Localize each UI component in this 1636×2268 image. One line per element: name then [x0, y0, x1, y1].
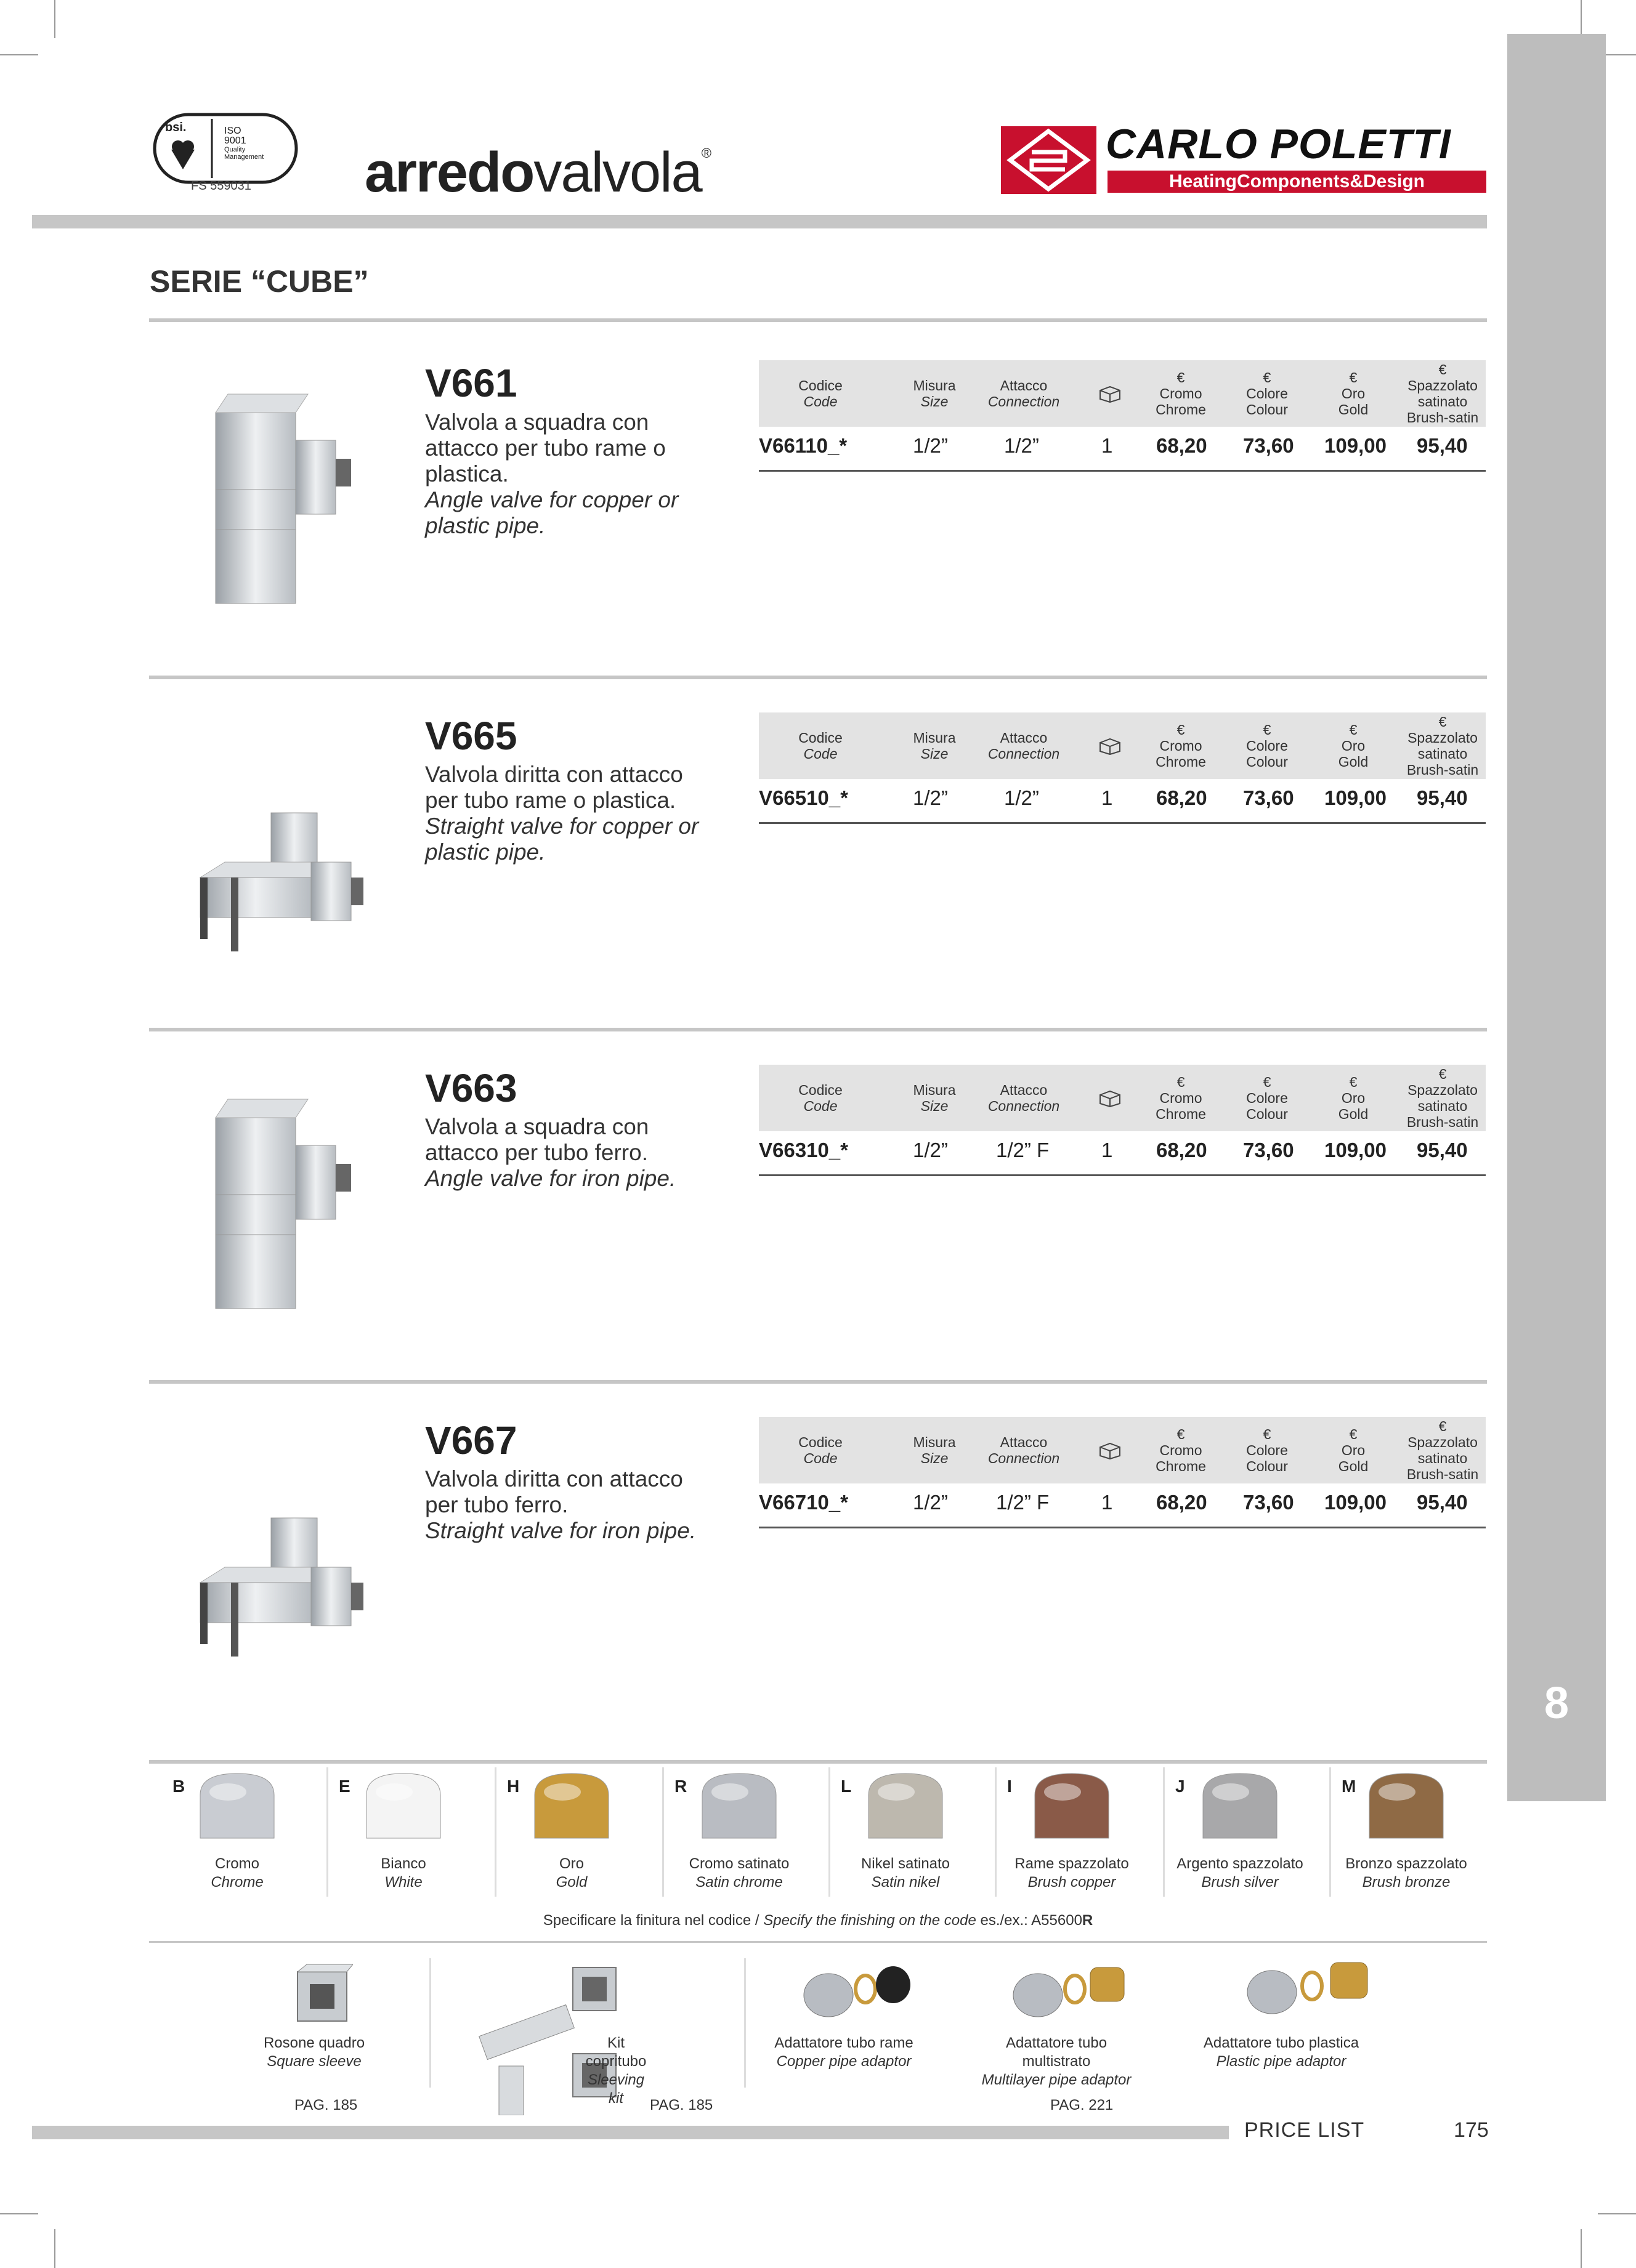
finishing-note	[0, 1912, 1636, 1929]
header-code	[784, 1065, 857, 1131]
header-colour	[1233, 1065, 1301, 1131]
header-brush-it1: Spazzolato	[1407, 730, 1478, 746]
description-english: Straight valve for iron pipe.	[425, 1518, 697, 1543]
euro-symbol: €	[1176, 1426, 1185, 1442]
cell-size: 1/2”	[913, 786, 948, 809]
euro-symbol: €	[1263, 369, 1271, 385]
header-colour	[1233, 712, 1301, 779]
header-connection-it: Attacco	[1000, 1434, 1048, 1450]
finish-separator	[326, 1767, 328, 1897]
company-name: CARLO POLETTI	[1106, 121, 1451, 167]
header-code	[784, 360, 857, 427]
header-size	[901, 360, 968, 427]
header-brush	[1399, 360, 1486, 427]
header-brush	[1399, 1417, 1486, 1483]
accessory-name-english: Plastic pipe adaptor	[1216, 2053, 1346, 2070]
header-brush-en: Brush-satin	[1406, 762, 1479, 778]
header-brush-it1: Spazzolato	[1407, 1434, 1478, 1450]
header-code-en: Code	[803, 1098, 838, 1114]
table-row	[759, 1131, 1486, 1176]
finish-name-english: White	[384, 1874, 423, 1891]
euro-symbol: €	[1349, 369, 1358, 385]
header-connection	[978, 1065, 1070, 1131]
header-connection-en: Connection	[987, 1450, 1060, 1466]
accessory-name-italian: Kit copritubo	[585, 2035, 647, 2070]
header-colour-en: Colour	[1246, 402, 1288, 418]
price-table	[759, 1417, 1486, 1528]
crop-mark	[1581, 0, 1582, 38]
description-english: Angle valve for copper or plastic pipe.	[425, 487, 679, 538]
package-box-icon	[1098, 736, 1122, 755]
cell-size: 1/2”	[913, 1491, 948, 1514]
finish-cap-swatch	[696, 1764, 782, 1844]
cell-size: 1/2”	[913, 434, 948, 457]
finish-name-italian: Oro	[559, 1855, 584, 1872]
finish-name-english: Gold	[556, 1874, 588, 1891]
header-connection-en: Connection	[987, 393, 1060, 410]
cell-gold-price: 109,00	[1324, 1139, 1387, 1161]
page-reference-link[interactable]: PAG. 185	[650, 2097, 713, 2113]
certificate-number: FS 559031	[191, 179, 251, 193]
header-colour-it: Colore	[1246, 385, 1288, 402]
accessory-label	[1195, 2034, 1367, 2071]
header-brush-it2: satinato	[1417, 393, 1468, 410]
table-header	[759, 1417, 1486, 1483]
header-brush-it2: satinato	[1417, 1098, 1468, 1114]
cell-code: V66310_*	[759, 1139, 848, 1161]
finish-name	[1326, 1855, 1486, 1892]
product-divider	[149, 1028, 1487, 1031]
header-gold-en: Gold	[1338, 1106, 1369, 1122]
footer-label: PRICE LIST	[1244, 2118, 1365, 2142]
product-title: V665	[425, 714, 517, 758]
cell-pack: 1	[1101, 786, 1113, 809]
header-brush-en: Brush-satin	[1406, 410, 1479, 426]
cell-code: V66510_*	[759, 786, 848, 809]
header-chrome-en: Chrome	[1156, 754, 1206, 770]
iso-number: 9001	[224, 135, 246, 146]
euro-symbol: €	[1349, 1074, 1358, 1090]
bsi-mark-text: bsi.	[165, 121, 187, 134]
header-pack	[1091, 712, 1128, 779]
header-colour	[1233, 1417, 1301, 1483]
header-code-en: Code	[803, 746, 838, 762]
euro-symbol: €	[1438, 361, 1447, 377]
header-brush-it2: satinato	[1417, 746, 1468, 762]
header-code-it: Codice	[798, 1434, 843, 1450]
euro-symbol: €	[1176, 722, 1185, 738]
chapter-number: 8	[1544, 1679, 1569, 1728]
note-italian: Specificare la finitura nel codice /	[543, 1912, 764, 1929]
v667-straight-valve-image	[194, 1506, 397, 1666]
accessory-name-italian: Adattatore tubo multistrato	[1005, 2035, 1108, 2070]
crop-mark	[54, 2229, 55, 2268]
product-title: V667	[425, 1418, 517, 1463]
header-gold	[1319, 1065, 1387, 1131]
header-gold-it: Oro	[1341, 1090, 1366, 1106]
header-chrome-en: Chrome	[1156, 402, 1206, 418]
header-chrome-en: Chrome	[1156, 1106, 1206, 1122]
header-connection	[978, 1417, 1070, 1483]
header-colour-it: Colore	[1246, 738, 1288, 754]
cell-gold-price: 109,00	[1324, 786, 1387, 809]
cell-colour-price: 73,60	[1243, 1491, 1294, 1514]
header-code	[784, 712, 857, 779]
header-chrome	[1147, 1065, 1215, 1131]
table-header	[759, 360, 1486, 427]
cell-chrome-price: 68,20	[1156, 1491, 1207, 1514]
product-description	[425, 762, 708, 865]
header-connection-it: Attacco	[1000, 730, 1048, 746]
finish-name	[992, 1855, 1152, 1892]
header-code	[784, 1417, 857, 1483]
finish-cap-swatch	[1197, 1764, 1283, 1844]
finish-name-italian: Bronzo spazzolato	[1345, 1855, 1467, 1872]
header-size	[901, 712, 968, 779]
cell-colour-price: 73,60	[1243, 434, 1294, 457]
finish-letter: B	[172, 1777, 185, 1796]
iso-mark-text	[224, 126, 264, 161]
package-box-icon	[1098, 1441, 1122, 1459]
header-size-it: Misura	[913, 377, 956, 393]
copper-pipe-adaptor-image	[801, 1961, 918, 2020]
page-number: 175	[1454, 2118, 1489, 2142]
header-pack	[1091, 1417, 1128, 1483]
accessories-divider	[149, 1941, 1487, 1943]
finish-name-english: Satin nikel	[871, 1874, 940, 1891]
header-size-it: Misura	[913, 730, 956, 746]
finish-name-italian: Cromo satinato	[689, 1855, 790, 1872]
cell-brush-price: 95,40	[1417, 1491, 1468, 1514]
v663-angle-valve-image	[209, 1093, 370, 1321]
finish-letter: J	[1175, 1777, 1185, 1796]
finish-cap-swatch	[194, 1764, 280, 1844]
section-title: SERIE “CUBE”	[150, 264, 369, 299]
carlo-poletti-logo-mark	[1001, 126, 1096, 194]
finish-name-english: Satin chrome	[695, 1874, 783, 1891]
accessory-name-italian: Rosone quadro	[263, 2035, 365, 2051]
finish-name-italian: Argento spazzolato	[1176, 1855, 1303, 1872]
plastic-pipe-adaptor-image	[1244, 1955, 1380, 2017]
finish-letter: R	[674, 1777, 687, 1796]
crop-mark	[1581, 2229, 1582, 2268]
iso-quality: Quality	[224, 146, 246, 153]
note-example: es./ex.: A55600	[976, 1912, 1082, 1929]
header-colour-en: Colour	[1246, 754, 1288, 770]
description-italian: Valvola a squadra con attacco per tubo rame o plastica.	[425, 410, 666, 486]
header-size	[901, 1417, 968, 1483]
description-english: Straight valve for copper or plastic pipe.	[425, 813, 699, 865]
finish-name	[659, 1855, 819, 1892]
finish-name	[323, 1855, 484, 1892]
euro-symbol: €	[1438, 1418, 1447, 1434]
arredovalvola-logo	[365, 140, 710, 205]
header-size	[901, 1065, 968, 1131]
finish-name-english: Brush silver	[1201, 1874, 1279, 1891]
finish-letter: I	[1007, 1777, 1012, 1796]
cell-size: 1/2”	[913, 1139, 948, 1161]
cell-colour-price: 73,60	[1243, 1139, 1294, 1161]
cell-brush-price: 95,40	[1417, 434, 1468, 457]
header-code-en: Code	[803, 393, 838, 410]
cell-code: V66110_*	[759, 434, 848, 457]
crop-mark	[0, 2213, 38, 2214]
square-sleeve-image	[294, 1963, 353, 2024]
product-divider	[149, 1380, 1487, 1384]
crop-mark	[54, 0, 55, 38]
euro-symbol: €	[1263, 1426, 1271, 1442]
accessory-name-english: Sleeving kit	[587, 2072, 645, 2107]
page-reference-link[interactable]: PAG. 221	[1050, 2097, 1114, 2113]
header-gold-it: Oro	[1341, 385, 1366, 402]
product-description	[425, 1114, 708, 1192]
header-brush-it1: Spazzolato	[1407, 1082, 1478, 1098]
finish-name-english: Brush bronze	[1362, 1874, 1451, 1891]
cell-code: V66710_*	[759, 1491, 848, 1514]
accessory-name-english: Copper pipe adaptor	[776, 2053, 912, 2070]
header-size-en: Size	[920, 746, 949, 762]
header-connection-it: Attacco	[1000, 377, 1048, 393]
finish-name-italian: Bianco	[381, 1855, 426, 1872]
cell-chrome-price: 68,20	[1156, 1139, 1207, 1161]
header-chrome	[1147, 712, 1215, 779]
finish-separator	[828, 1767, 830, 1897]
note-example-suffix: R	[1082, 1912, 1093, 1929]
cell-connection: 1/2”	[1004, 434, 1039, 457]
header-chrome-it: Cromo	[1159, 1090, 1202, 1106]
table-header	[759, 712, 1486, 779]
accessory-separator	[429, 1958, 431, 2088]
package-box-icon	[1098, 1089, 1122, 1107]
product-title: V661	[425, 361, 517, 405]
table-header	[759, 1065, 1486, 1131]
header-code-en: Code	[803, 1450, 838, 1466]
finish-separator	[1329, 1767, 1331, 1897]
euro-symbol: €	[1438, 1066, 1447, 1082]
header-gold-it: Oro	[1341, 1442, 1366, 1458]
cell-brush-price: 95,40	[1417, 1139, 1468, 1161]
header-chrome-it: Cromo	[1159, 385, 1202, 402]
header-size-en: Size	[920, 1450, 949, 1466]
footer-bar	[32, 2126, 1229, 2139]
finish-letter: L	[841, 1777, 852, 1796]
header-colour	[1233, 360, 1301, 427]
finish-name	[1160, 1855, 1320, 1892]
cell-gold-price: 109,00	[1324, 1491, 1387, 1514]
header-chrome-it: Cromo	[1159, 738, 1202, 754]
price-table	[759, 1065, 1486, 1176]
cell-brush-price: 95,40	[1417, 786, 1468, 809]
cell-connection: 1/2” F	[996, 1491, 1050, 1514]
v665-straight-valve-image	[194, 801, 397, 961]
finish-cap-swatch	[1363, 1764, 1449, 1844]
header-chrome	[1147, 360, 1215, 427]
v661-angle-valve-image	[209, 388, 370, 616]
header-brush	[1399, 712, 1486, 779]
header-brush-it2: satinato	[1417, 1450, 1468, 1466]
finish-separator	[995, 1767, 997, 1897]
header-size-en: Size	[920, 1098, 949, 1114]
accessory-name-english: Square sleeve	[267, 2053, 362, 2070]
crop-mark	[1598, 2213, 1636, 2214]
cell-gold-price: 109,00	[1324, 434, 1387, 457]
euro-symbol: €	[1349, 1426, 1358, 1442]
finish-cap-swatch	[1029, 1764, 1115, 1844]
price-table	[759, 360, 1486, 472]
brand-registered: ®	[701, 145, 710, 161]
product-description	[425, 410, 708, 539]
note-english: Specify the finishing on the code	[763, 1912, 976, 1929]
description-italian: Valvola diritta con attacco per tubo ferro.	[425, 1466, 683, 1517]
header-pack	[1091, 360, 1128, 427]
company-tagline: HeatingComponents&Design	[1108, 171, 1486, 193]
header-colour-en: Colour	[1246, 1106, 1288, 1122]
finish-name	[492, 1855, 652, 1892]
accessory-label	[758, 2034, 930, 2071]
finish-cap-swatch	[528, 1764, 615, 1844]
header-bar	[32, 215, 1487, 228]
iso-label: ISO	[224, 126, 241, 136]
finish-letter: M	[1342, 1777, 1356, 1796]
header-connection-en: Connection	[987, 746, 1060, 762]
header-gold-en: Gold	[1338, 402, 1369, 418]
description-italian: Valvola diritta con attacco per tubo rame o plastica.	[425, 762, 683, 813]
product-title: V663	[425, 1066, 517, 1110]
euro-symbol: €	[1176, 369, 1185, 385]
header-pack	[1091, 1065, 1128, 1131]
header-code-it: Codice	[798, 1082, 843, 1098]
product-description	[425, 1466, 708, 1544]
accessory-name-italian: Adattatore tubo rame	[774, 2035, 913, 2051]
header-colour-it: Colore	[1246, 1090, 1288, 1106]
header-size-it: Misura	[913, 1434, 956, 1450]
finish-letter: H	[507, 1777, 520, 1796]
header-gold-it: Oro	[1341, 738, 1366, 754]
brand-light: valvola	[533, 141, 702, 204]
header-brush-en: Brush-satin	[1406, 1114, 1479, 1130]
accessory-name-italian: Adattatore tubo plastica	[1203, 2035, 1359, 2051]
header-connection-it: Attacco	[1000, 1082, 1048, 1098]
euro-symbol: €	[1438, 714, 1447, 730]
finish-cap-swatch	[862, 1764, 949, 1844]
finish-name	[825, 1855, 986, 1892]
accessory-label	[228, 2034, 400, 2071]
euro-symbol: €	[1263, 722, 1271, 738]
header-gold	[1319, 712, 1387, 779]
header-connection	[978, 712, 1070, 779]
header-gold	[1319, 1417, 1387, 1483]
accessory-separator	[744, 1958, 746, 2088]
accessory-label	[970, 2034, 1143, 2089]
description-italian: Valvola a squadra con attacco per tubo ferro.	[425, 1114, 649, 1165]
finish-separator	[662, 1767, 664, 1897]
brand-bold: arredo	[365, 141, 534, 204]
header-brush-it1: Spazzolato	[1407, 377, 1478, 393]
header-gold-en: Gold	[1338, 1458, 1369, 1474]
euro-symbol: €	[1263, 1074, 1271, 1090]
header-size-it: Misura	[913, 1082, 956, 1098]
package-box-icon	[1098, 384, 1122, 403]
finish-name	[157, 1855, 317, 1892]
header-colour-en: Colour	[1246, 1458, 1288, 1474]
product-divider	[149, 676, 1487, 679]
finish-name-italian: Rame spazzolato	[1014, 1855, 1129, 1872]
finish-name-italian: Nikel satinato	[861, 1855, 950, 1872]
finish-name-english: Brush copper	[1027, 1874, 1116, 1891]
cell-connection: 1/2” F	[996, 1139, 1050, 1161]
accessory-label	[579, 2034, 653, 2108]
finish-cap-swatch	[360, 1764, 447, 1844]
cell-colour-price: 73,60	[1243, 786, 1294, 809]
finish-name-english: Chrome	[211, 1874, 264, 1891]
cell-pack: 1	[1101, 1139, 1113, 1161]
finish-letter: E	[339, 1777, 350, 1796]
finish-separator	[495, 1767, 496, 1897]
iso-management: Management	[224, 153, 264, 161]
cell-chrome-price: 68,20	[1156, 434, 1207, 457]
description-english: Angle valve for iron pipe.	[425, 1166, 676, 1191]
cell-pack: 1	[1101, 434, 1113, 457]
table-row	[759, 1483, 1486, 1528]
table-row	[759, 779, 1486, 824]
multilayer-pipe-adaptor-image	[1010, 1961, 1133, 2020]
cell-connection: 1/2”	[1004, 786, 1039, 809]
finish-name-italian: Cromo	[214, 1855, 259, 1872]
header-chrome	[1147, 1417, 1215, 1483]
section-divider	[149, 318, 1487, 322]
header-gold-en: Gold	[1338, 754, 1369, 770]
header-connection	[978, 360, 1070, 427]
header-code-it: Codice	[798, 377, 843, 393]
header-connection-en: Connection	[987, 1098, 1060, 1114]
header-chrome-en: Chrome	[1156, 1458, 1206, 1474]
finishes-divider	[149, 1760, 1487, 1764]
cell-chrome-price: 68,20	[1156, 786, 1207, 809]
price-table	[759, 712, 1486, 824]
cell-pack: 1	[1101, 1491, 1113, 1514]
chapter-side-tab	[1507, 34, 1606, 1801]
header-code-it: Codice	[798, 730, 843, 746]
euro-symbol: €	[1176, 1074, 1185, 1090]
header-gold	[1319, 360, 1387, 427]
header-chrome-it: Cromo	[1159, 1442, 1202, 1458]
euro-symbol: €	[1349, 722, 1358, 738]
header-size-en: Size	[920, 393, 949, 410]
page-reference-link[interactable]: PAG. 185	[294, 2097, 358, 2113]
header-brush	[1399, 1065, 1486, 1131]
table-row	[759, 427, 1486, 472]
header-colour-it: Colore	[1246, 1442, 1288, 1458]
crop-mark	[0, 54, 38, 55]
header-brush-en: Brush-satin	[1406, 1466, 1479, 1482]
finish-separator	[1163, 1767, 1165, 1897]
accessory-name-english: Multilayer pipe adaptor	[981, 2072, 1132, 2088]
